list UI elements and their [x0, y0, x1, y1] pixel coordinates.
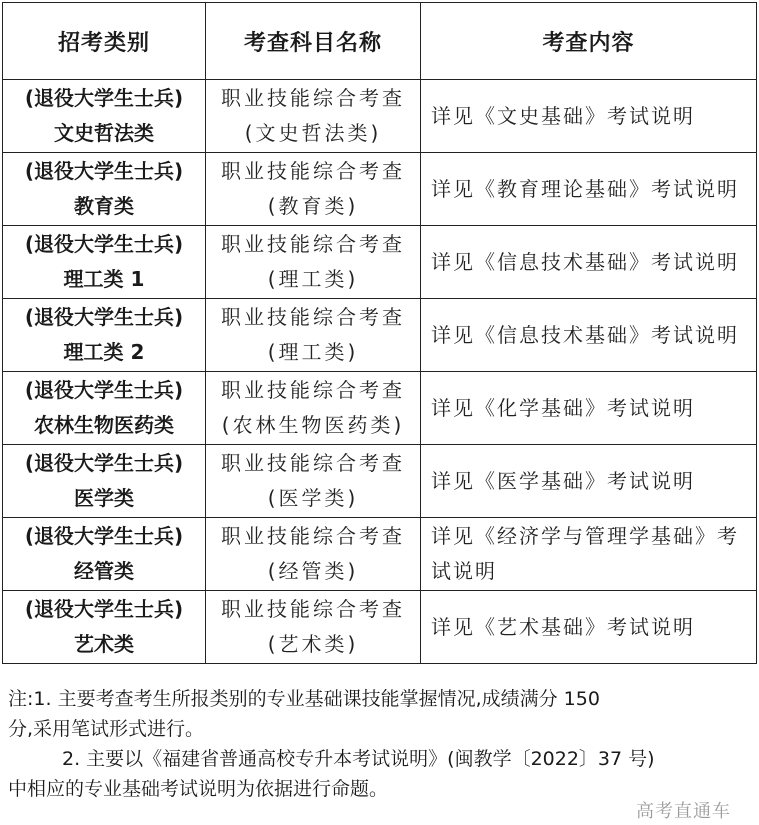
- category-cell: [3, 299, 206, 372]
- table-header-row: [3, 3, 757, 80]
- subject-line-2: (理工类): [267, 340, 359, 364]
- subject-cell: [206, 80, 421, 153]
- subject-line-2: (医学类): [267, 486, 359, 510]
- subject-line-1: 职业技能综合考查: [221, 305, 405, 329]
- header-category: 招考类别: [3, 3, 206, 80]
- category-cell: [3, 372, 206, 445]
- subject-line-2: (理工类): [267, 267, 359, 291]
- table-row: [3, 80, 757, 153]
- subject-line-1: 职业技能综合考查: [221, 378, 405, 402]
- table-row: [3, 372, 757, 445]
- category-line-2: 文史哲法类: [54, 121, 154, 145]
- header-content: 考查内容: [421, 3, 757, 80]
- category-cell: [3, 518, 206, 591]
- table-row: [3, 518, 757, 591]
- category-line-1: (退役大学生士兵): [24, 451, 184, 475]
- category-line-2: 农林生物医药类: [34, 413, 174, 437]
- category-line-2: 理工类 1: [63, 267, 145, 291]
- category-line-2: 经管类: [74, 559, 134, 583]
- subject-cell: [206, 226, 421, 299]
- category-line-1: (退役大学生士兵): [24, 524, 184, 548]
- content-line-1: 详见《信息技术基础》考试说明: [431, 249, 739, 274]
- subject-cell: [206, 372, 421, 445]
- category-line-1: (退役大学生士兵): [24, 305, 184, 329]
- subject-cell: [206, 591, 421, 664]
- subject-cell: [206, 518, 421, 591]
- subject-line-1: 职业技能综合考查: [221, 86, 405, 110]
- subject-line-2: (农林生物医药类): [221, 413, 405, 437]
- content-line-1: 详见《经济学与管理学基础》考: [431, 524, 739, 548]
- table-row: [3, 153, 757, 226]
- category-line-2: 理工类 2: [63, 340, 145, 364]
- category-line-1: (退役大学生士兵): [24, 232, 184, 256]
- content-line-1: 详见《医学基础》考试说明: [431, 468, 695, 493]
- category-line-2: 艺术类: [74, 632, 134, 656]
- subject-cell: [206, 153, 421, 226]
- category-line-1: (退役大学生士兵): [24, 159, 184, 183]
- category-line-1: (退役大学生士兵): [24, 597, 184, 621]
- subject-line-2: (教育类): [267, 194, 359, 218]
- note-2-line-1: 2. 主要以《福建省普通高校专升本考试说明》(闽教学〔2022〕37 号): [62, 748, 655, 770]
- table-row: [3, 226, 757, 299]
- content-line-2: 试说明: [431, 559, 497, 583]
- category-cell: [3, 445, 206, 518]
- subject-cell: [206, 445, 421, 518]
- subject-line-1: 职业技能综合考查: [221, 597, 405, 621]
- content-line-1: 详见《信息技术基础》考试说明: [431, 322, 739, 347]
- category-line-1: (退役大学生士兵): [24, 378, 184, 402]
- content-line-1: 详见《文史基础》考试说明: [431, 103, 695, 128]
- content-cell: [421, 445, 757, 518]
- note-2-line-2: 中相应的专业基础考试说明为依据进行命题。: [8, 778, 389, 800]
- category-cell: [3, 153, 206, 226]
- exam-subjects-table: [2, 2, 757, 664]
- subject-line-1: 职业技能综合考查: [221, 451, 405, 475]
- note-1-line-2: 分,采用笔试形式进行。: [8, 718, 205, 740]
- table-row: [3, 445, 757, 518]
- content-line-1: 详见《化学基础》考试说明: [431, 395, 695, 420]
- content-cell: [421, 226, 757, 299]
- subject-cell: [206, 299, 421, 372]
- content-cell: [421, 153, 757, 226]
- content-cell: [421, 518, 757, 591]
- content-cell: [421, 80, 757, 153]
- header-subject: 考查科目名称: [206, 3, 421, 80]
- content-cell: [421, 372, 757, 445]
- subject-line-2: (文史哲法类): [244, 121, 382, 145]
- category-line-2: 教育类: [74, 194, 134, 218]
- subject-line-1: 职业技能综合考查: [221, 524, 405, 548]
- category-cell: [3, 591, 206, 664]
- subject-line-1: 职业技能综合考查: [221, 159, 405, 183]
- content-cell: [421, 299, 757, 372]
- watermark-text: 高考直通车: [636, 801, 731, 822]
- subject-line-2: (经管类): [267, 559, 359, 583]
- category-line-1: (退役大学生士兵): [24, 86, 184, 110]
- note-1-line-1: 注:1. 主要考查考生所报类别的专业基础课技能掌握情况,成绩满分 150: [8, 688, 600, 710]
- subject-line-2: (艺术类): [267, 632, 359, 656]
- category-cell: [3, 80, 206, 153]
- subject-line-1: 职业技能综合考查: [221, 232, 405, 256]
- table-row: [3, 299, 757, 372]
- category-cell: [3, 226, 206, 299]
- table-notes: [8, 684, 753, 804]
- content-cell: [421, 591, 757, 664]
- content-line-1: 详见《教育理论基础》考试说明: [431, 176, 739, 201]
- table-row: [3, 591, 757, 664]
- content-line-1: 详见《艺术基础》考试说明: [431, 614, 695, 639]
- category-line-2: 医学类: [74, 486, 134, 510]
